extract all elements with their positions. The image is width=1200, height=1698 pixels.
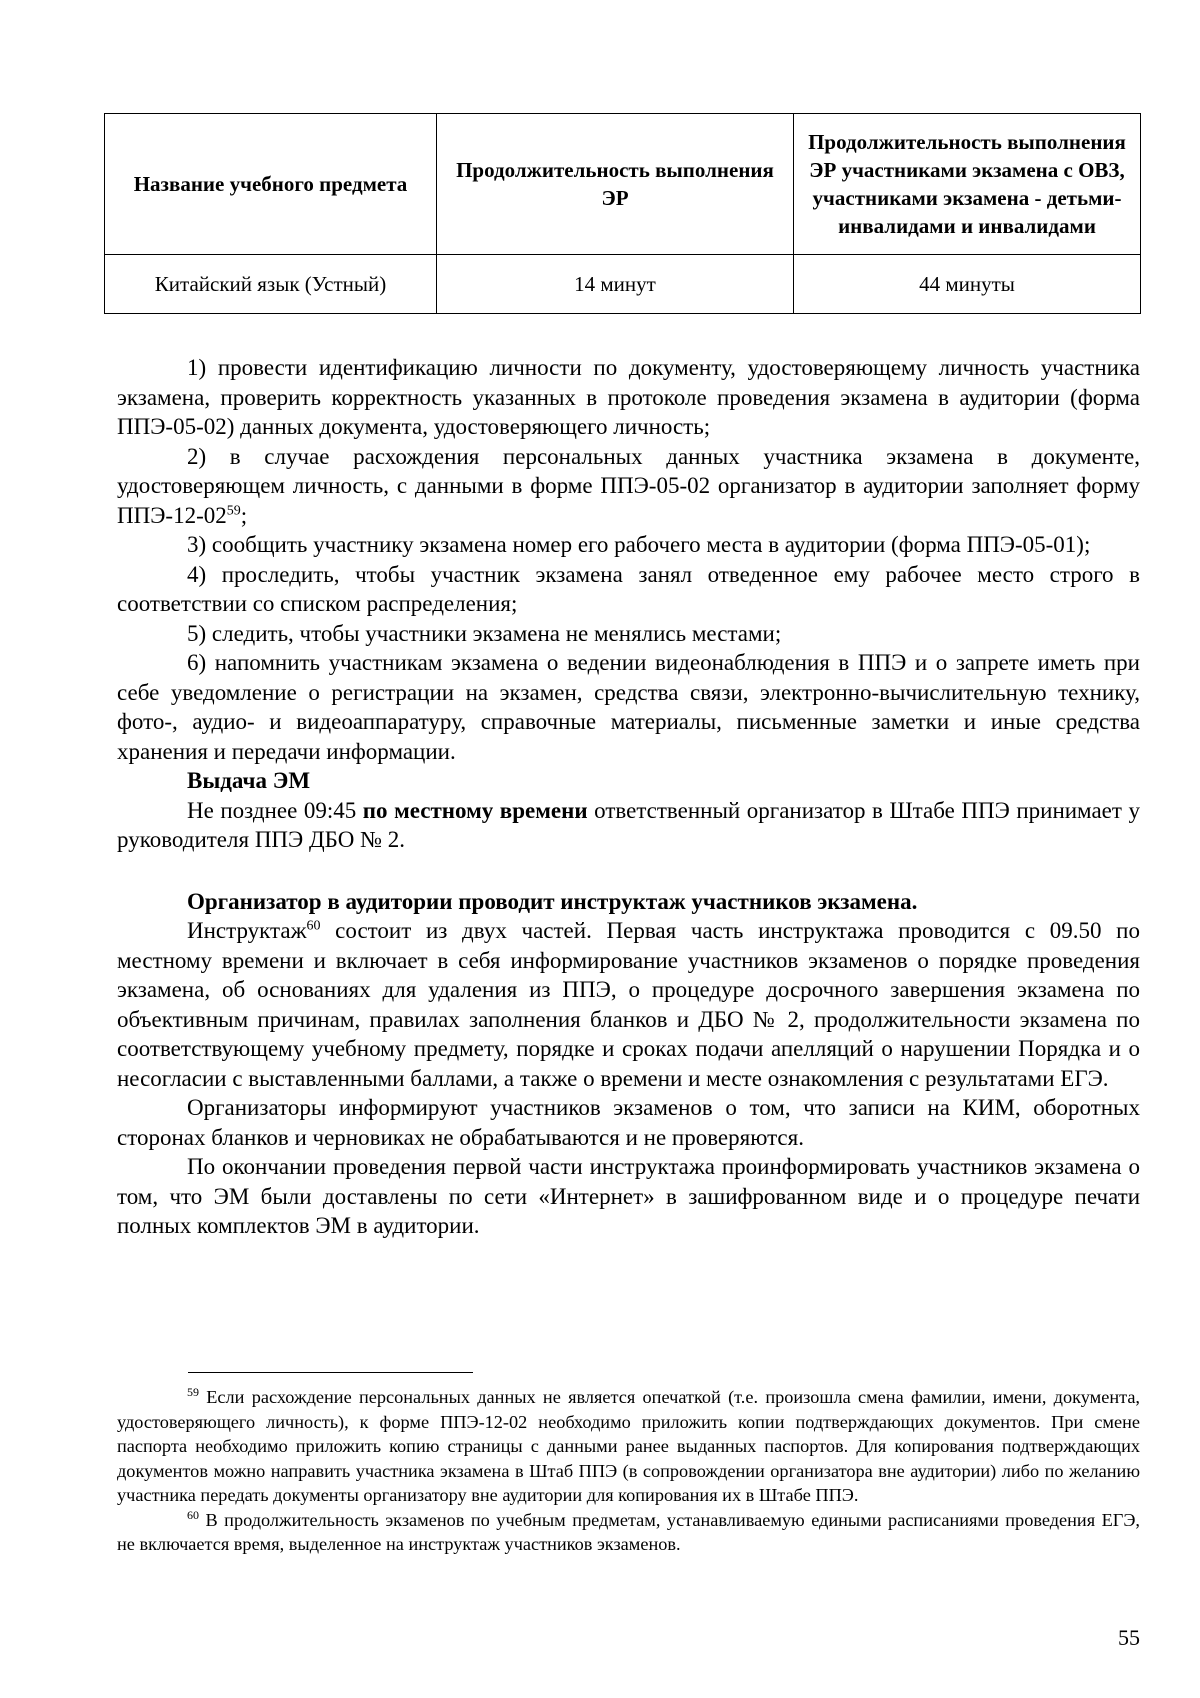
main-text (117, 353, 1140, 1241)
section-heading-briefing: Организатор в аудитории проводит инструктаж участников экзамена. (187, 888, 918, 914)
header-duration-ovz: Продолжительность выполнения ЭР участниками экзамена с ОВЗ, участниками экзамена - детьми-инвалидами и инвалидами (794, 114, 1141, 255)
section-heading-issue: Выдача ЭМ (187, 768, 311, 793)
duration-table (104, 113, 1141, 314)
item-6: 6) напомнить участникам экзамена о ведении видеонаблюдения в ППЭ и о запрете иметь при себе уведомление о регистрации на экзамен, средства связи, электронно-вычислительную технику, фото-, аудио- и видеоаппаратуру, справочные материалы, письменные заметки и иные средства хранения и передачи информации. (117, 650, 1140, 764)
footnote-59: $^{59}$ Если расхождение персональных данных не является опечаткой (т.е. произошла смена фамилии, имени, документа, удостоверяющего личность), к форме ППЭ-12-02 необходимо приложить копии подтверждающих документов. При смене паспорта необходимо приложить копию страницы с данными ранее выданных паспортов. Для копирования подтверждающих документов можно направить участника экзамена в Штаб ППЭ (в сопровождении организатора вне аудитории) либо по желанию участника передать документы организатору вне аудитории для копирования их в Штабе ППЭ. (117, 1384, 1140, 1505)
issue-paragraph: Не позднее 09:45 по местному времени ответственный организатор в Штабе ППЭ принимает у руководителя ППЭ ДБО № 2. (117, 797, 1140, 852)
cell-duration: 14 минут (437, 255, 794, 314)
spacer (117, 855, 1140, 887)
footnote-separator (188, 1372, 473, 1373)
briefing-paragraph-2: Организаторы информируют участников экзаменов о том, что записи на КИМ, оборотных сторонах бланков и черновиках не обрабатываются и не проверяются. (117, 1095, 1140, 1150)
header-duration: Продолжительность выполнения ЭР (437, 114, 794, 255)
footnote-ref-59[interactable]: 59 (226, 502, 241, 518)
footnote-60: $^{60}$ В продолжительность экзаменов по учебным предметам, устанавливаемую едиными расписаниями проведения ЕГЭ, не включается время, выделенное на инструктаж участников экзаменов. (117, 1507, 1140, 1554)
item-3: 3) сообщить участнику экзамена номер его рабочего места в аудитории (форма ППЭ-05-01); (187, 532, 1091, 557)
table-row (105, 255, 1141, 314)
table-header-row (105, 114, 1141, 255)
item-2: 2) в случае расхождения персональных данных участника экзамена в документе, удостоверяющем личность, с данными в форме ППЭ-05-02 организатор в аудитории заполняет форму ППЭ-$12-02^{59}$; (117, 443, 1140, 528)
item-4: 4) проследить, чтобы участник экзамена занял отведенное ему рабочее место строго в соответствии со списком распределения; (117, 561, 1140, 616)
briefing-paragraph-3: По окончании проведения первой части инструктажа проинформировать участников экзамена о том, что ЭМ были доставлены по сети «Интернет» в зашифрованном виде и о процедуре печати полных комплектов ЭМ в аудитории. (117, 1154, 1140, 1238)
cell-subject: Китайский язык (Устный) (105, 255, 437, 314)
footnote-ref-60[interactable]: 60 (306, 918, 321, 934)
item-5: 5) следить, чтобы участники экзамена не менялись местами; (187, 620, 782, 646)
footnotes (117, 1385, 1140, 1557)
page-number: 55 (1118, 1625, 1140, 1650)
briefing-paragraph-1: Инструктаж$^{60}$ состоит из двух частей. Первая часть инструктажа проводится с 09.50 по местному времени и включает в себя информирование участников экзаменов о порядке проведения экзамена, об основаниях для удаления из ППЭ, о процедуре досрочного завершения экзамена по объективным причинам, правилах заполнения бланков и ДБО № 2, продолжительности экзамена по соответствующему учебному предмету, порядке и сроках подачи апелляций о нарушении Порядка и о несогласии с выставленными баллами, а также о времени и месте ознакомления с результатами ЕГЭ. (117, 918, 1140, 1091)
header-subject: Название учебного предмета (105, 114, 437, 255)
cell-duration-ovz: 44 минуты (794, 255, 1141, 314)
item-1: 1) провести идентификацию личности по документу, удостоверяющему личность участника экзамена, проверить корректность указанных в протоколе проведения экзамена в аудитории (форма ППЭ-05-02) данных документа, удостоверяющего личность; (117, 355, 1140, 439)
